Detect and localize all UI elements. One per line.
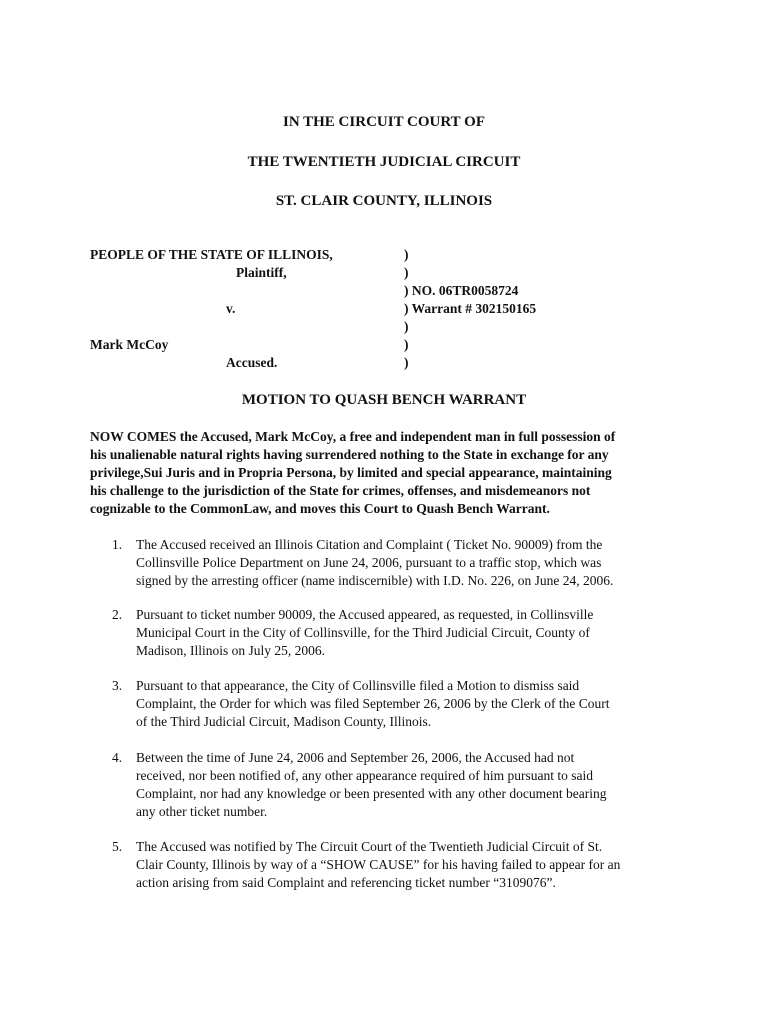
list-item-number: 3.: [112, 678, 123, 693]
caption-paren: ): [404, 319, 409, 334]
intro-paragraph: NOW COMES the Accused, Mark McCoy, a free and independent man in full possession of his unalienable natural rights having surrendered nothing to the State in exchange for any privilege,Sui Juris and in Propria Persona, by limited and special appearance, maintaining his challenge to the jurisdiction of the State for crimes, offenses, and misdemeanors not cognizable to the CommonLaw, and moves this Court to Quash Bench Warrant.: [90, 429, 616, 516]
list-item-number: 2.: [112, 607, 123, 622]
list-item-text: Pursuant to ticket number 90009, the Accused appeared, as requested, in Collinsville Municipal Court in the City of Collinsville, for the Third Judicial Circuit, County of Madison, Illinois on July 25, 2006.: [136, 607, 594, 658]
accused-role: Accused.: [226, 355, 278, 370]
motion-title: MOTION TO QUASH BENCH WARRANT: [241, 392, 527, 408]
list-item-number: 1.: [112, 537, 123, 552]
list-item-text: Pursuant to that appearance, the City of Collinsville filed a Motion to dismiss said Complaint, the Order for which was filed September 26, 2006 by the Clerk of the Court of the Third Judicial Circuit, Madison County, Illinois.: [136, 678, 610, 729]
court-heading: IN THE CIRCUIT COURT OF: [282, 114, 486, 130]
plaintiff-name: PEOPLE OF THE STATE OF ILLINOIS,: [90, 247, 333, 262]
accused-name: Mark McCoy: [90, 337, 169, 352]
caption-paren: ): [404, 337, 409, 352]
list-item-text: The Accused was notified by The Circuit Court of the Twentieth Judicial Circuit of St. Clair County, Illinois by way of a “SHOW CAUSE” for his having failed to appear for an action arising from said Complaint and referencing ticket number “3109076”.: [136, 839, 621, 890]
list-item-text: The Accused received an Illinois Citation and Complaint ( Ticket No. 90009) from the Collinsville Police Department on June 24, 2006, pursuant to a traffic stop, which was signed by the arresting officer (name indiscernible) with I.D. No. 226, on June 24, 2006.: [136, 537, 614, 588]
list-item-number: 4.: [112, 750, 123, 765]
list-item-number: 5.: [112, 839, 123, 854]
caption-paren: ): [404, 355, 409, 370]
versus-label: v.: [226, 301, 236, 316]
warrant-number: ) Warrant # 302150165: [404, 301, 537, 316]
caption-paren: ): [404, 247, 409, 262]
case-number: ) NO. 06TR0058724: [404, 283, 519, 298]
county-heading: ST. CLAIR COUNTY, ILLINOIS: [275, 193, 493, 209]
circuit-heading: THE TWENTIETH JUDICIAL CIRCUIT: [247, 154, 521, 170]
list-item-text: Between the time of June 24, 2006 and September 26, 2006, the Accused had not received, nor been notified of, any other appearance required of him pursuant to said Complaint, nor had any knowledge or been presented with any other document bearing any other ticket number.: [136, 750, 607, 819]
plaintiff-role: Plaintiff,: [236, 265, 287, 280]
caption-paren: ): [404, 265, 409, 280]
